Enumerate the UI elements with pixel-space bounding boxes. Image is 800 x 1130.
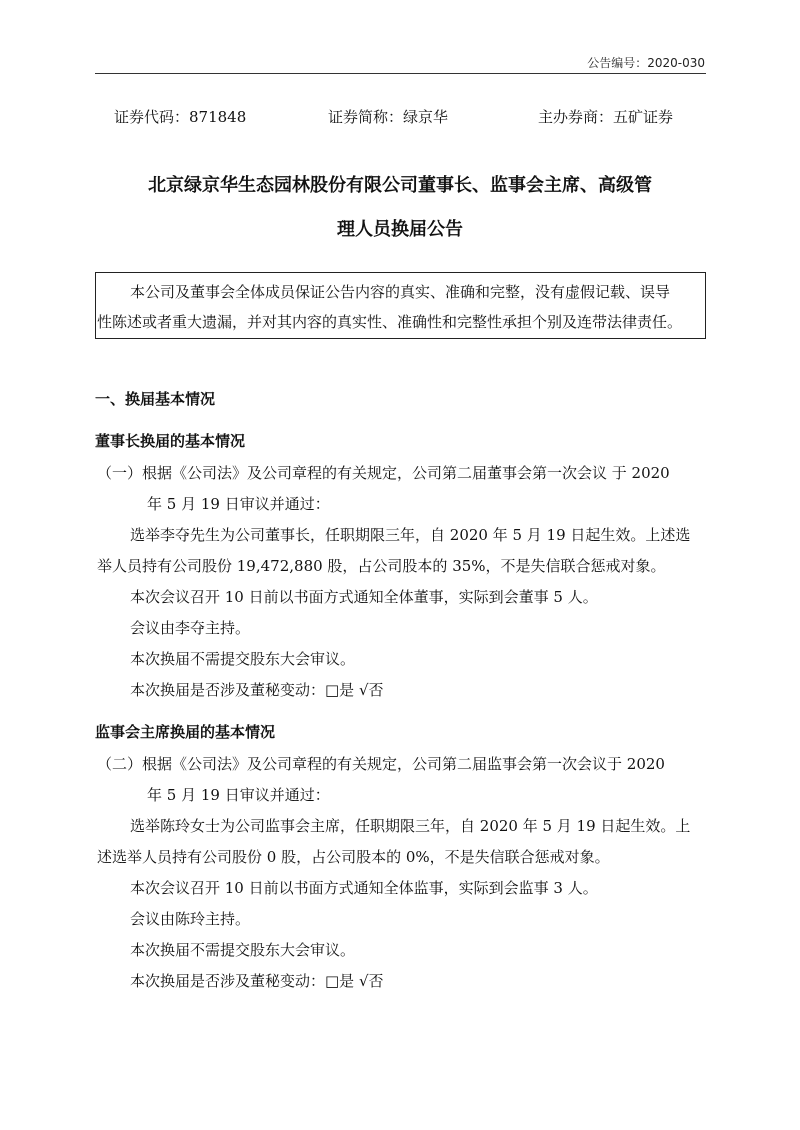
supervisor-paragraph-2: 选举陈玲女士为公司监事会主席，任职期限三年，自 2020 年 5 月 19 日起生效。上 — [130, 817, 691, 835]
document-title-line2: 理人员换届公告 — [337, 219, 463, 240]
header-divider — [95, 73, 706, 74]
notice-number: 公告编号：2020-030 — [587, 56, 705, 70]
chairman-paragraph-6: 本次换届是否涉及董秘变动：□是 √否 — [130, 681, 384, 699]
chairman-paragraph-1-cont: 年 5 月 19 日审议并通过： — [147, 495, 330, 513]
chairman-heading: 董事长换届的基本情况 — [95, 432, 246, 450]
section-heading: 一、换届基本情况 — [95, 390, 216, 408]
supervisor-paragraph-6: 本次换届是否涉及董秘变动：□是 √否 — [130, 972, 384, 990]
supervisor-heading: 监事会主席换届的基本情况 — [95, 723, 276, 741]
chairman-paragraph-5: 本次换届不需提交股东大会审议。 — [130, 650, 356, 668]
notice-text-line2: 性陈述或者重大遗漏，并对其内容的真实性、准确性和完整性承担个别及连带法律责任。 — [97, 313, 683, 331]
securities-short-name: 证券简称：绿京华 — [328, 108, 449, 126]
supervisor-paragraph-1-cont: 年 5 月 19 日审议并通过： — [147, 786, 330, 804]
supervisor-paragraph-5: 本次换届不需提交股东大会审议。 — [130, 941, 356, 959]
notice-text-line1: 本公司及董事会全体成员保证公告内容的真实、准确和完整，没有虚假记载、误导 — [130, 283, 671, 301]
chairman-paragraph-4: 会议由李夺主持。 — [130, 619, 251, 637]
supervisor-paragraph-3: 本次会议召开 10 日前以书面方式通知全体监事，实际到会监事 3 人。 — [130, 879, 598, 897]
chairman-paragraph-2-cont: 举人员持有公司股份 19,472,880 股，占公司股本的 35%，不是失信联合惩戒对象。 — [97, 557, 666, 575]
document-title-line1: 北京绿京华生态园林股份有限公司董事长、监事会主席、高级管 — [148, 175, 652, 196]
supervisor-paragraph-4: 会议由陈玲主持。 — [130, 910, 251, 928]
chairman-paragraph-1: （一）根据《公司法》及公司章程的有关规定，公司第二届董事会第一次会议 于 2020 — [97, 464, 670, 482]
supervisor-paragraph-1: （二）根据《公司法》及公司章程的有关规定，公司第二届监事会第一次会议于 2020 — [97, 755, 665, 773]
chairman-paragraph-2: 选举李夺先生为公司董事长，任职期限三年，自 2020 年 5 月 19 日起生效。上述选 — [130, 526, 691, 544]
supervisor-paragraph-2-cont: 述选举人员持有公司股份 0 股，占公司股本的 0%，不是失信联合惩戒对象。 — [97, 848, 610, 866]
chairman-paragraph-3: 本次会议召开 10 日前以书面方式通知全体董事，实际到会董事 5 人。 — [130, 588, 598, 606]
sponsor-broker: 主办券商：五矿证券 — [538, 108, 674, 126]
securities-code: 证券代码：871848 — [114, 108, 247, 126]
